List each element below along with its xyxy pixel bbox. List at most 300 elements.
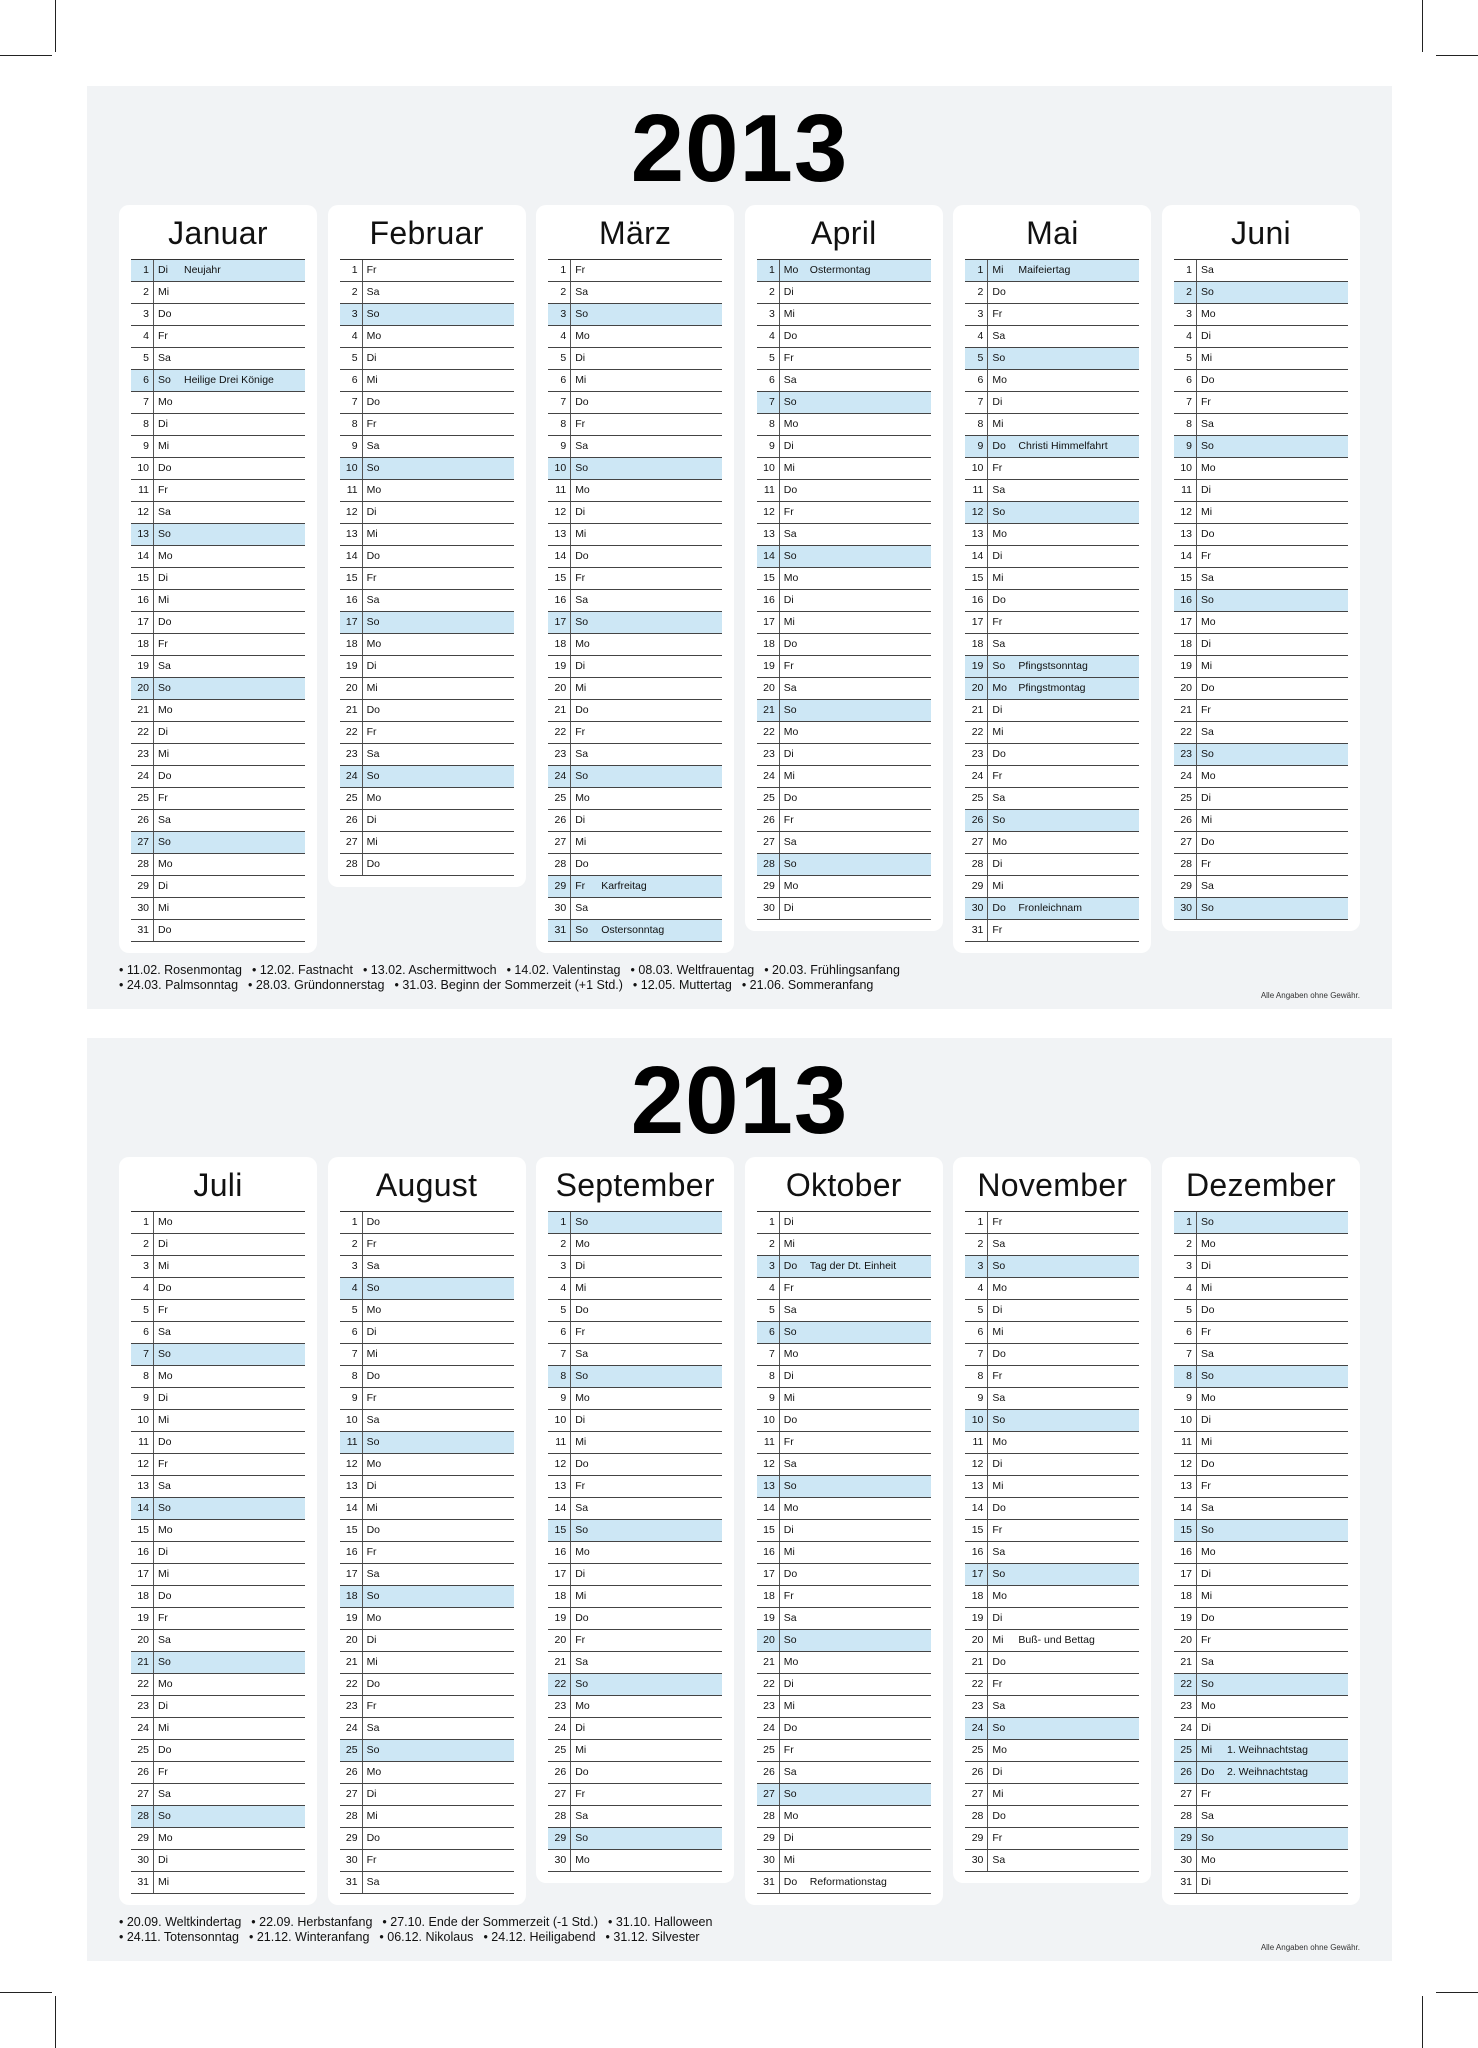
day-row bbox=[340, 304, 514, 326]
day-list bbox=[965, 260, 1139, 942]
day-number: 22 bbox=[1174, 1674, 1197, 1695]
day-row bbox=[548, 656, 722, 678]
weekday-label: So bbox=[783, 858, 797, 870]
day-row bbox=[548, 1542, 722, 1564]
weekday-label: Di bbox=[783, 286, 794, 298]
day-number: 26 bbox=[340, 810, 363, 831]
weekday-label: Do bbox=[158, 1590, 172, 1602]
day-number: 22 bbox=[131, 1674, 154, 1695]
day-row bbox=[548, 766, 722, 788]
weekday-label: Di bbox=[158, 1546, 168, 1558]
month-column bbox=[745, 1157, 943, 1905]
month-name: April bbox=[757, 205, 931, 260]
weekday-label: Fr bbox=[783, 506, 794, 518]
day-number: 2 bbox=[1174, 1234, 1197, 1255]
day-row bbox=[131, 1410, 305, 1432]
day-row bbox=[548, 1432, 722, 1454]
day-row bbox=[340, 1630, 514, 1652]
weekday-label: Do bbox=[575, 1458, 589, 1470]
day-row bbox=[131, 1498, 305, 1520]
weekday-label: Mi bbox=[575, 528, 587, 540]
weekday-label: So bbox=[1201, 902, 1214, 914]
day-row bbox=[131, 458, 305, 480]
day-number: 7 bbox=[757, 1344, 780, 1365]
day-row bbox=[757, 568, 931, 590]
day-row bbox=[131, 1322, 305, 1344]
day-row bbox=[757, 1498, 931, 1520]
weekday-label: Mi bbox=[992, 1326, 1004, 1338]
day-number: 16 bbox=[757, 590, 780, 611]
weekday-label: Fr bbox=[575, 1634, 586, 1646]
weekday-label: Fr bbox=[575, 1326, 586, 1338]
day-number: 12 bbox=[131, 502, 154, 523]
day-row bbox=[548, 1278, 722, 1300]
day-number: 20 bbox=[757, 678, 780, 699]
weekday-label: Do bbox=[992, 1810, 1006, 1822]
day-number: 24 bbox=[340, 1718, 363, 1739]
day-row bbox=[965, 1608, 1139, 1630]
weekday-label: Mi bbox=[1201, 506, 1213, 518]
weekday-label: Di bbox=[783, 748, 794, 760]
day-number: 31 bbox=[1174, 1872, 1197, 1893]
day-number: 27 bbox=[965, 1784, 988, 1805]
day-number: 5 bbox=[131, 1300, 154, 1321]
day-row bbox=[757, 1388, 931, 1410]
day-row bbox=[965, 1674, 1139, 1696]
day-row bbox=[340, 656, 514, 678]
day-number: 30 bbox=[1174, 1850, 1197, 1871]
day-number: 14 bbox=[548, 1498, 571, 1519]
day-number: 30 bbox=[757, 1850, 780, 1871]
weekday-label: So bbox=[575, 924, 589, 936]
day-number: 30 bbox=[757, 898, 780, 919]
weekday-label: Do bbox=[575, 704, 589, 716]
weekday-label: Do bbox=[575, 396, 589, 408]
day-number: 25 bbox=[965, 788, 988, 809]
weekday-label: Di bbox=[783, 1524, 794, 1536]
weekday-label: Fr bbox=[1201, 704, 1211, 716]
weekday-label: Fr bbox=[1201, 396, 1211, 408]
day-number: 13 bbox=[757, 1476, 780, 1497]
day-number: 6 bbox=[757, 1322, 780, 1343]
day-row bbox=[965, 1212, 1139, 1234]
day-number: 2 bbox=[548, 282, 571, 303]
day-row bbox=[340, 458, 514, 480]
weekday-label: Mi bbox=[992, 726, 1004, 738]
weekday-label: Sa bbox=[992, 330, 1006, 342]
day-row bbox=[965, 1630, 1139, 1652]
day-row bbox=[965, 898, 1139, 920]
weekday-label: Di bbox=[783, 1678, 794, 1690]
day-number: 17 bbox=[965, 612, 988, 633]
weekday-label: Do bbox=[992, 902, 1006, 914]
day-row bbox=[1174, 1652, 1348, 1674]
day-number: 16 bbox=[548, 1542, 571, 1563]
day-number: 7 bbox=[1174, 392, 1197, 413]
weekday-label: Do bbox=[783, 792, 798, 804]
weekday-label: Di bbox=[366, 1634, 377, 1646]
day-number: 6 bbox=[757, 370, 780, 391]
day-number: 15 bbox=[965, 1520, 988, 1541]
day-number: 23 bbox=[1174, 1696, 1197, 1717]
weekday-label: Sa bbox=[158, 506, 171, 518]
weekday-label: So bbox=[366, 1282, 380, 1294]
day-number: 7 bbox=[548, 392, 571, 413]
day-row bbox=[1174, 1718, 1348, 1740]
day-row bbox=[757, 1300, 931, 1322]
day-row bbox=[340, 1476, 514, 1498]
day-row bbox=[340, 1212, 514, 1234]
weekday-label: Fr bbox=[366, 1700, 377, 1712]
day-row bbox=[548, 1322, 722, 1344]
day-row bbox=[548, 392, 722, 414]
day-row bbox=[131, 1674, 305, 1696]
day-number: 23 bbox=[131, 744, 154, 765]
weekday-label: Mo bbox=[992, 1590, 1007, 1602]
footnote-item: • 27.10. Ende der Sommerzeit (-1 Std.) bbox=[382, 1915, 598, 1929]
weekday-label: Do bbox=[783, 1414, 798, 1426]
day-number: 20 bbox=[548, 1630, 571, 1651]
day-number: 2 bbox=[965, 1234, 988, 1255]
day-row bbox=[131, 326, 305, 348]
day-row bbox=[131, 700, 305, 722]
day-row bbox=[757, 1520, 931, 1542]
day-row bbox=[548, 480, 722, 502]
day-row bbox=[757, 788, 931, 810]
day-number: 29 bbox=[340, 1828, 363, 1849]
weekday-label: Do bbox=[1201, 1766, 1215, 1778]
day-row bbox=[1174, 1696, 1348, 1718]
weekday-label: Fr bbox=[158, 1766, 168, 1778]
day-row bbox=[965, 1454, 1139, 1476]
weekday-label: So bbox=[992, 1260, 1006, 1272]
day-row bbox=[340, 1586, 514, 1608]
day-row bbox=[131, 876, 305, 898]
day-number: 29 bbox=[965, 1828, 988, 1849]
day-number: 29 bbox=[965, 876, 988, 897]
day-number: 5 bbox=[965, 348, 988, 369]
day-number: 28 bbox=[1174, 854, 1197, 875]
weekday-label: Mo bbox=[992, 836, 1007, 848]
day-row bbox=[131, 1806, 305, 1828]
weekday-label: So bbox=[783, 1480, 797, 1492]
day-number: 2 bbox=[131, 1234, 154, 1255]
footnote-line bbox=[119, 978, 910, 993]
day-number: 8 bbox=[131, 414, 154, 435]
day-row bbox=[131, 656, 305, 678]
day-number: 4 bbox=[131, 326, 154, 347]
footnote-item: • 31.03. Beginn der Sommerzeit (+1 Std.) bbox=[394, 978, 623, 992]
day-number: 9 bbox=[1174, 436, 1197, 457]
weekday-label: So bbox=[1201, 1370, 1214, 1382]
day-row bbox=[548, 568, 722, 590]
day-number: 18 bbox=[548, 634, 571, 655]
day-row bbox=[757, 810, 931, 832]
day-row bbox=[1174, 1476, 1348, 1498]
weekday-label: Mo bbox=[158, 1678, 173, 1690]
month-column bbox=[953, 1157, 1151, 1883]
day-row bbox=[131, 1762, 305, 1784]
weekday-label: Mi bbox=[783, 462, 795, 474]
day-row bbox=[757, 1322, 931, 1344]
day-number: 29 bbox=[757, 1828, 780, 1849]
day-row bbox=[1174, 1410, 1348, 1432]
day-number: 30 bbox=[548, 898, 571, 919]
day-row bbox=[965, 744, 1139, 766]
day-number: 1 bbox=[757, 1212, 780, 1233]
month-name: September bbox=[548, 1157, 722, 1212]
day-number: 2 bbox=[340, 282, 363, 303]
day-number: 31 bbox=[548, 920, 571, 941]
day-row bbox=[965, 304, 1139, 326]
weekday-label: So bbox=[158, 1810, 171, 1822]
day-row bbox=[340, 1498, 514, 1520]
day-number: 26 bbox=[1174, 810, 1197, 831]
weekday-label: Fr bbox=[783, 1590, 794, 1602]
day-row bbox=[1174, 678, 1348, 700]
weekday-label: Do bbox=[366, 1678, 381, 1690]
weekday-label: Mi bbox=[1201, 660, 1213, 672]
day-row bbox=[131, 1454, 305, 1476]
day-number: 5 bbox=[757, 1300, 780, 1321]
day-row bbox=[1174, 1806, 1348, 1828]
day-row bbox=[757, 1740, 931, 1762]
day-row bbox=[965, 678, 1139, 700]
day-row bbox=[1174, 898, 1348, 920]
day-row bbox=[1174, 1388, 1348, 1410]
day-number: 9 bbox=[131, 1388, 154, 1409]
weekday-label: So bbox=[783, 396, 797, 408]
day-number: 14 bbox=[965, 546, 988, 567]
day-number: 3 bbox=[131, 304, 154, 325]
day-number: 4 bbox=[548, 1278, 571, 1299]
day-number: 4 bbox=[340, 1278, 363, 1299]
day-row bbox=[1174, 1498, 1348, 1520]
day-number: 16 bbox=[131, 1542, 154, 1563]
weekday-label: Mo bbox=[1201, 1546, 1216, 1558]
footnote-item: • 21.06. Sommeranfang bbox=[741, 978, 874, 992]
weekday-label: Di bbox=[783, 1216, 794, 1228]
day-number: 15 bbox=[548, 1520, 571, 1541]
day-number: 1 bbox=[548, 260, 571, 281]
weekday-label: Sa bbox=[366, 440, 380, 452]
day-number: 25 bbox=[1174, 788, 1197, 809]
day-row bbox=[965, 854, 1139, 876]
day-list bbox=[340, 260, 514, 876]
weekday-label: Mi bbox=[992, 1634, 1004, 1646]
weekday-label: So bbox=[992, 1722, 1006, 1734]
weekday-label: Mo bbox=[575, 638, 590, 650]
day-row bbox=[965, 1498, 1139, 1520]
day-row bbox=[757, 1806, 931, 1828]
day-row bbox=[340, 722, 514, 744]
day-number: 24 bbox=[131, 766, 154, 787]
weekday-label: Fr bbox=[992, 616, 1003, 628]
day-row bbox=[965, 1520, 1139, 1542]
day-number: 11 bbox=[757, 1432, 780, 1453]
weekday-label: Mo bbox=[783, 264, 799, 276]
day-number: 11 bbox=[548, 480, 571, 501]
crop-mark bbox=[0, 55, 52, 56]
day-number: 25 bbox=[131, 788, 154, 809]
weekday-label: Sa bbox=[575, 286, 589, 298]
weekday-label: Mo bbox=[366, 792, 382, 804]
weekday-label: Mo bbox=[1201, 1700, 1216, 1712]
day-row bbox=[131, 1234, 305, 1256]
weekday-label: Di bbox=[992, 396, 1003, 408]
weekday-label: Mi bbox=[1201, 1282, 1213, 1294]
day-row bbox=[340, 326, 514, 348]
day-number: 6 bbox=[131, 1322, 154, 1343]
day-number: 8 bbox=[548, 414, 571, 435]
day-row bbox=[340, 1432, 514, 1454]
day-row bbox=[131, 480, 305, 502]
day-row bbox=[1174, 1872, 1348, 1894]
day-row bbox=[548, 1212, 722, 1234]
day-number: 30 bbox=[340, 1850, 363, 1871]
day-number: 27 bbox=[757, 1784, 780, 1805]
day-row bbox=[548, 1234, 722, 1256]
footnote-item: • 14.02. Valentinstag bbox=[506, 963, 621, 977]
footnote-item: • 31.12. Silvester bbox=[605, 1930, 700, 1944]
day-row bbox=[757, 304, 931, 326]
day-number: 15 bbox=[757, 1520, 780, 1541]
day-number: 1 bbox=[1174, 1212, 1197, 1233]
day-row bbox=[1174, 1762, 1348, 1784]
day-row bbox=[965, 480, 1139, 502]
weekday-label: Fr bbox=[575, 1480, 586, 1492]
weekday-label: Mi bbox=[575, 682, 587, 694]
weekday-label: Do bbox=[575, 1304, 589, 1316]
calendar-half-first bbox=[87, 86, 1392, 1009]
weekday-label: So bbox=[992, 1568, 1006, 1580]
day-row bbox=[757, 1718, 931, 1740]
day-row bbox=[131, 1784, 305, 1806]
weekday-label: So bbox=[366, 462, 380, 474]
day-row bbox=[131, 1388, 305, 1410]
weekday-label: Mi bbox=[575, 836, 587, 848]
day-number: 11 bbox=[965, 480, 988, 501]
weekday-label: Sa bbox=[158, 1634, 171, 1646]
day-row bbox=[548, 590, 722, 612]
day-number: 1 bbox=[548, 1212, 571, 1233]
day-number: 20 bbox=[965, 1630, 988, 1651]
weekday-label: Di bbox=[1201, 1414, 1211, 1426]
day-row bbox=[1174, 1322, 1348, 1344]
weekday-label: Di bbox=[575, 1568, 586, 1580]
holiday-note: Ostermontag bbox=[809, 264, 871, 276]
day-number: 25 bbox=[1174, 1740, 1197, 1761]
day-row bbox=[965, 1366, 1139, 1388]
day-number: 15 bbox=[340, 568, 363, 589]
weekday-label: Mo bbox=[158, 1370, 173, 1382]
day-number: 19 bbox=[1174, 1608, 1197, 1629]
weekday-label: Sa bbox=[366, 1414, 380, 1426]
day-number: 14 bbox=[1174, 1498, 1197, 1519]
day-number: 1 bbox=[131, 1212, 154, 1233]
day-row bbox=[1174, 348, 1348, 370]
day-row bbox=[131, 392, 305, 414]
weekday-label: Do bbox=[992, 1656, 1006, 1668]
weekday-label: So bbox=[366, 616, 380, 628]
weekday-label: Di bbox=[783, 440, 794, 452]
day-number: 29 bbox=[1174, 1828, 1197, 1849]
day-row bbox=[965, 766, 1139, 788]
day-number: 15 bbox=[965, 568, 988, 589]
day-row bbox=[548, 1762, 722, 1784]
day-row bbox=[965, 590, 1139, 612]
day-row bbox=[1174, 854, 1348, 876]
day-number: 7 bbox=[757, 392, 780, 413]
day-row bbox=[757, 854, 931, 876]
day-row bbox=[757, 1586, 931, 1608]
weekday-label: Mo bbox=[366, 638, 382, 650]
day-row bbox=[131, 568, 305, 590]
day-number: 11 bbox=[757, 480, 780, 501]
day-number: 22 bbox=[131, 722, 154, 743]
holiday-note: Fronleichnam bbox=[1018, 902, 1083, 914]
day-row bbox=[965, 260, 1139, 282]
day-row bbox=[548, 1718, 722, 1740]
day-number: 24 bbox=[548, 766, 571, 787]
weekday-label: Fr bbox=[992, 1678, 1003, 1690]
day-row bbox=[548, 920, 722, 942]
weekday-label: Mo bbox=[1201, 1854, 1216, 1866]
weekday-label: So bbox=[366, 1744, 380, 1756]
month-column bbox=[953, 205, 1151, 953]
weekday-label: Fr bbox=[783, 352, 794, 364]
weekday-label: Do bbox=[366, 396, 381, 408]
day-row bbox=[965, 546, 1139, 568]
day-row bbox=[1174, 546, 1348, 568]
month-column bbox=[536, 1157, 734, 1883]
day-row bbox=[757, 898, 931, 920]
day-number: 5 bbox=[548, 348, 571, 369]
weekday-label: Do bbox=[992, 1502, 1006, 1514]
weekday-label: Mi bbox=[783, 1854, 795, 1866]
weekday-label: So bbox=[158, 1348, 171, 1360]
day-number: 6 bbox=[1174, 1322, 1197, 1343]
day-number: 23 bbox=[340, 744, 363, 765]
day-number: 21 bbox=[757, 700, 780, 721]
weekday-label: Fr bbox=[1201, 858, 1211, 870]
weekday-label: So bbox=[783, 1326, 797, 1338]
day-number: 10 bbox=[757, 458, 780, 479]
day-number: 10 bbox=[340, 458, 363, 479]
weekday-label: Mi bbox=[992, 418, 1004, 430]
weekday-label: Mo bbox=[992, 528, 1007, 540]
day-number: 18 bbox=[757, 634, 780, 655]
weekday-label: Do bbox=[575, 1766, 589, 1778]
day-row bbox=[548, 1300, 722, 1322]
day-number: 13 bbox=[965, 524, 988, 545]
month-name: Februar bbox=[340, 205, 514, 260]
weekday-label: Mo bbox=[1201, 1238, 1216, 1250]
weekday-label: Sa bbox=[575, 748, 589, 760]
day-number: 23 bbox=[131, 1696, 154, 1717]
day-number: 29 bbox=[131, 876, 154, 897]
day-row bbox=[965, 920, 1139, 942]
day-number: 7 bbox=[340, 392, 363, 413]
day-row bbox=[548, 1564, 722, 1586]
day-number: 1 bbox=[131, 260, 154, 281]
day-row bbox=[1174, 1674, 1348, 1696]
crop-mark bbox=[0, 1992, 52, 1993]
day-row bbox=[131, 1520, 305, 1542]
weekday-label: Di bbox=[992, 1766, 1003, 1778]
day-number: 20 bbox=[1174, 678, 1197, 699]
weekday-label: Fr bbox=[158, 638, 168, 650]
